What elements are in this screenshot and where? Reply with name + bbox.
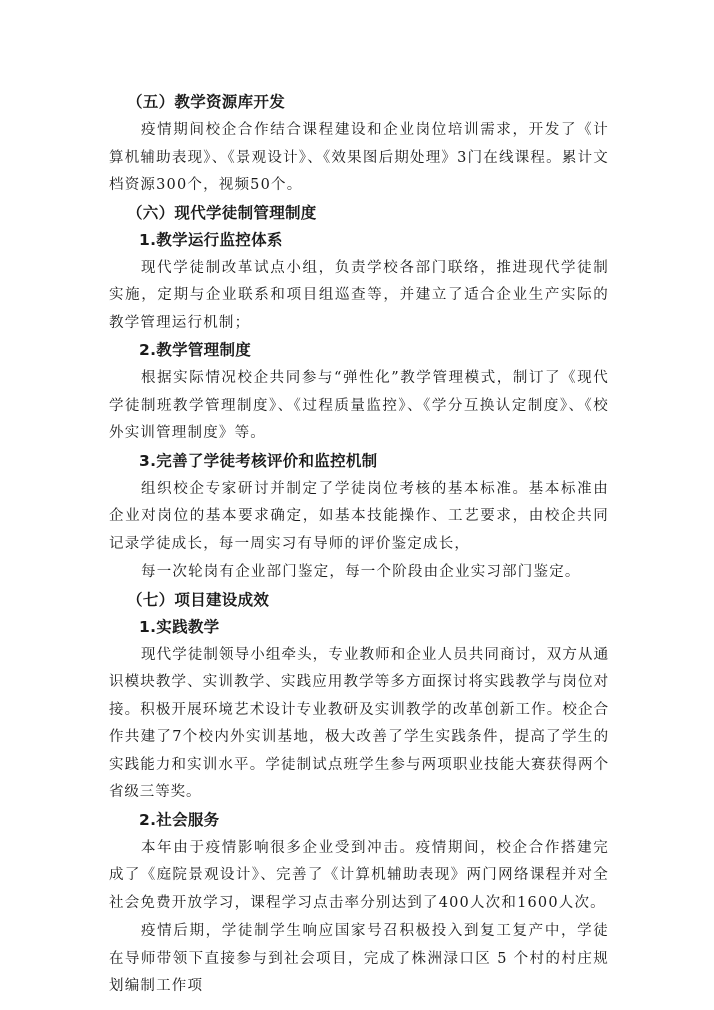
subsection-heading-6-2: 2.教学管理制度	[139, 341, 252, 359]
paragraph: 疫情期间校企合作结合课程建设和企业岗位培训需求，开发了《计算机辅助表现》、《景观设计》、《效果图后期处理》3门在线课程。累计文档资源300个，视频50个。	[109, 122, 609, 193]
paragraph: 每一次轮岗有企业部门鉴定，每一个阶段由企业实习部门鉴定。	[141, 564, 581, 580]
subsection-heading-7-2: 2.社会服务	[139, 810, 220, 829]
paragraph: 本年由于疫情影响很多企业受到冲击。疫情期间，校企合作搭建完成了《庭院景观设计》、完善了《计算机辅助表现》两门网络课程并对全社会免费开放学习，课程学习点击率分别达到了400人次和1600人次。	[109, 839, 609, 911]
document-body	[109, 90, 609, 1002]
paragraph: 根据实际情况校企共同参与“弹性化”教学管理模式，制订了《现代学徒制班教学管理制度》、《过程质量监控》、《学分互换认定制度》、《校外实训管理制度》等。	[109, 370, 609, 441]
paragraph: 现代学徒制领导小组牵头，专业教师和企业人员共同商讨，双方从通识模块教学、实训教学、实践应用教学等多方面探讨将实践教学与岗位对接。积极开展环境艺术设计专业教研及实训教学的改革创新工作。校企合作共建了7个校内外实训基地，极大改善了学生实践条件，提高了学生的实践能力和实训水平。学徒制试点班学生参与两项职业技能大赛获得两个省级三等奖。	[109, 646, 609, 800]
section-heading-7: （七）项目建设成效	[127, 590, 270, 609]
paragraph: 疫情后期，学徒制学生响应国家号召积极投入到复工复产中，学徒在导师带领下直接参与到社会项目，完成了株洲渌口区 5 个村的村庄规划编制工作项	[109, 923, 609, 994]
subsection-heading-6-3: 3.完善了学徒考核评价和监控机制	[139, 451, 378, 470]
section-heading-5: （五）教学资源库开发	[127, 93, 286, 111]
paragraph: 现代学徒制改革试点小组，负责学校各部门联络，推进现代学徒制实施，定期与企业联系和项目组巡查等，并建立了适合企业生产实际的教学管理运行机制；	[109, 259, 609, 331]
paragraph: 组织校企专家研讨并制定了学徒岗位考核的基本标准。基本标准由企业对岗位的基本要求确定，如基本技能操作、工艺要求，由校企共同记录学徒成长，每一周实习有导师的评价鉴定成长，	[109, 480, 609, 552]
section-heading-6: （六）现代学徒制管理制度	[127, 203, 317, 222]
subsection-heading-6-1: 1.教学运行监控体系	[139, 230, 283, 249]
subsection-heading-7-1: 1.实践教学	[139, 617, 220, 636]
